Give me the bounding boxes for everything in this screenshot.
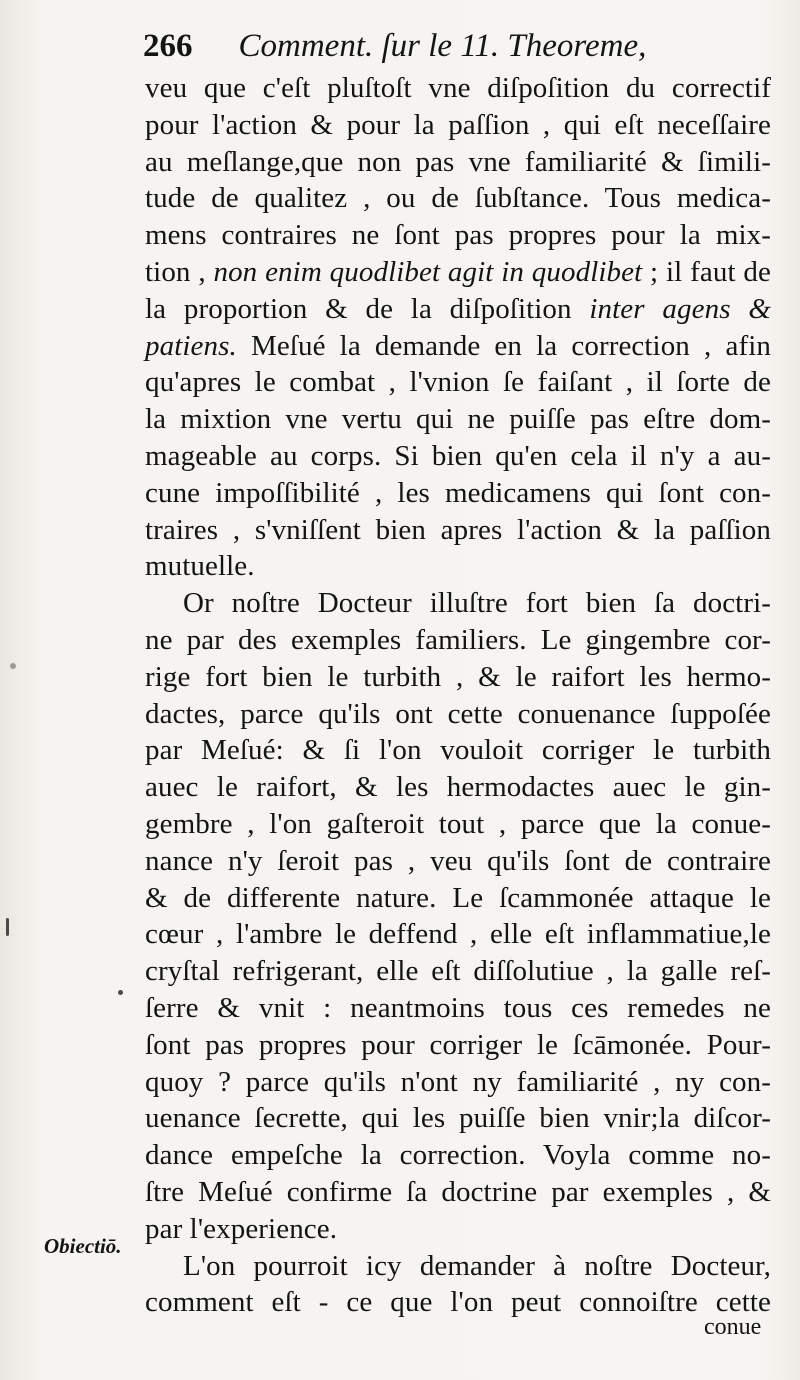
text-segment: nance n'y ſeroit pas , veu qu'ils ſont de contraire [145, 844, 771, 877]
text-line [145, 291, 771, 328]
page-number: 266 [143, 28, 193, 64]
text-segment: mens contraires ne ſont pas propres pour la mix- [145, 219, 771, 252]
text-segment: pour l'action & pour la paſſion , qui eſt neceſſaire [145, 108, 771, 141]
text-segment: ſerre & vnit : neantmoins tous ces remedes ne [145, 991, 771, 1024]
latin-phrase: non enim quodlibet agit in quodlibet [213, 255, 643, 288]
text-line [145, 254, 771, 291]
text-line [145, 769, 771, 806]
text-line [145, 843, 771, 880]
body-text [145, 70, 771, 1321]
text-segment: qu'apres le combat , l'vnion ſe faiſant , il ſorte de [145, 366, 771, 399]
text-segment: tude de qualitez , ou de ſubſtance. Tous medica- [145, 182, 771, 215]
text-line [145, 180, 771, 217]
text-line [145, 880, 771, 917]
text-segment: au meſlange,que non pas vne familiarité & ſimili- [145, 145, 771, 178]
text-segment: cune impoſſibilité , les medicamens qui ſont con- [145, 476, 771, 509]
text-line [145, 806, 771, 843]
text-segment: par Meſué: & ſi l'on vouloit corriger le turbith [145, 734, 771, 767]
text-line [145, 328, 771, 365]
text-line [145, 475, 771, 512]
text-line [145, 144, 771, 181]
text-line [145, 364, 771, 401]
ink-speck [118, 990, 123, 995]
text-line [145, 696, 771, 733]
text-segment: ne par des exemples familiers. Le gingembre cor- [145, 623, 771, 656]
running-header [143, 20, 783, 72]
latin-phrase: patiens. [145, 329, 237, 362]
text-line [145, 953, 771, 990]
text-line [145, 548, 771, 585]
text-line [145, 1284, 771, 1321]
text-segment: comment eſt - ce que l'on peut connoiſtre cette [145, 1286, 771, 1319]
text-segment: dance empeſche la correction. Voyla comme no- [145, 1139, 771, 1172]
text-segment: traires , s'vniſſent bien apres l'action & la paſſion [145, 513, 771, 546]
text-line [145, 107, 771, 144]
text-segment: ſtre Meſué confirme ſa doctrine par exemples , & [145, 1175, 771, 1208]
text-segment: Or noſtre Docteur illuſtre fort bien ſa doctri- [183, 587, 771, 620]
text-line [145, 1027, 771, 1064]
text-segment: par l'experience. [145, 1212, 338, 1245]
text-segment: auec le raifort, & les hermodactes auec le gin- [145, 771, 771, 804]
text-line [145, 217, 771, 254]
text-segment: & de differente nature. Le ſcammonée attaque le [145, 881, 771, 914]
text-line [145, 1174, 771, 1211]
text-line [145, 512, 771, 549]
text-line [145, 990, 771, 1027]
text-line [145, 916, 771, 953]
text-line [145, 585, 771, 622]
text-segment: quoy ? parce qu'ils n'ont ny familiarité , ny con- [145, 1065, 771, 1098]
text-line [145, 732, 771, 769]
text-segment: mageable au corps. Si bien qu'en cela il n'y a au- [145, 439, 771, 472]
text-segment: tion , [145, 255, 214, 288]
text-segment: L'on pourroit icy demander à noſtre Docteur, [183, 1249, 771, 1282]
text-line [145, 401, 771, 438]
text-segment: la mixtion vne vertu qui ne puiſſe pas eſtre dom- [145, 403, 771, 436]
text-segment: uenance ſecrette, qui les puiſſe bien vnir;la diſcor- [145, 1102, 771, 1135]
ink-speck [6, 918, 9, 936]
text-line [145, 1064, 771, 1101]
text-segment: mutuelle. [145, 550, 255, 583]
latin-phrase: inter agens & [589, 292, 771, 325]
text-line [145, 438, 771, 475]
text-segment: ; il faut de [642, 255, 771, 288]
text-segment: veu que c'eſt pluſtoſt vne diſpoſition du correctif [145, 72, 771, 104]
text-segment: dactes, parce qu'ils ont cette conuenance ſuppoſée [145, 697, 771, 730]
text-segment: gembre , l'on gaſteroit tout , parce que la conue- [145, 807, 771, 840]
text-segment: cœur , l'ambre le deffend , elle eſt inflammatiue,le [145, 918, 771, 951]
catchword: conue [704, 1314, 762, 1340]
text-line [145, 1248, 771, 1285]
text-segment: rige fort bien le turbith , & le raifort les hermo- [145, 660, 771, 693]
text-line [145, 1211, 771, 1248]
ink-speck [10, 663, 16, 669]
text-line [145, 1137, 771, 1174]
text-segment: Meſué la demande en la correction , afin [236, 329, 771, 362]
text-line [145, 659, 771, 696]
text-line [145, 1100, 771, 1137]
text-line [145, 70, 771, 107]
text-segment: ſont pas propres pour corriger le ſcāmonée. Pour- [145, 1028, 771, 1061]
margin-note: Obiectiō. [44, 1234, 122, 1258]
running-title: Comment. ſur le 11. Theoreme, [238, 28, 647, 64]
text-segment: la proportion & de la diſpoſition [145, 292, 590, 325]
text-segment: cryſtal refrigerant, elle eſt diſſolutiue , la galle reſ- [145, 955, 771, 988]
text-line [145, 622, 771, 659]
